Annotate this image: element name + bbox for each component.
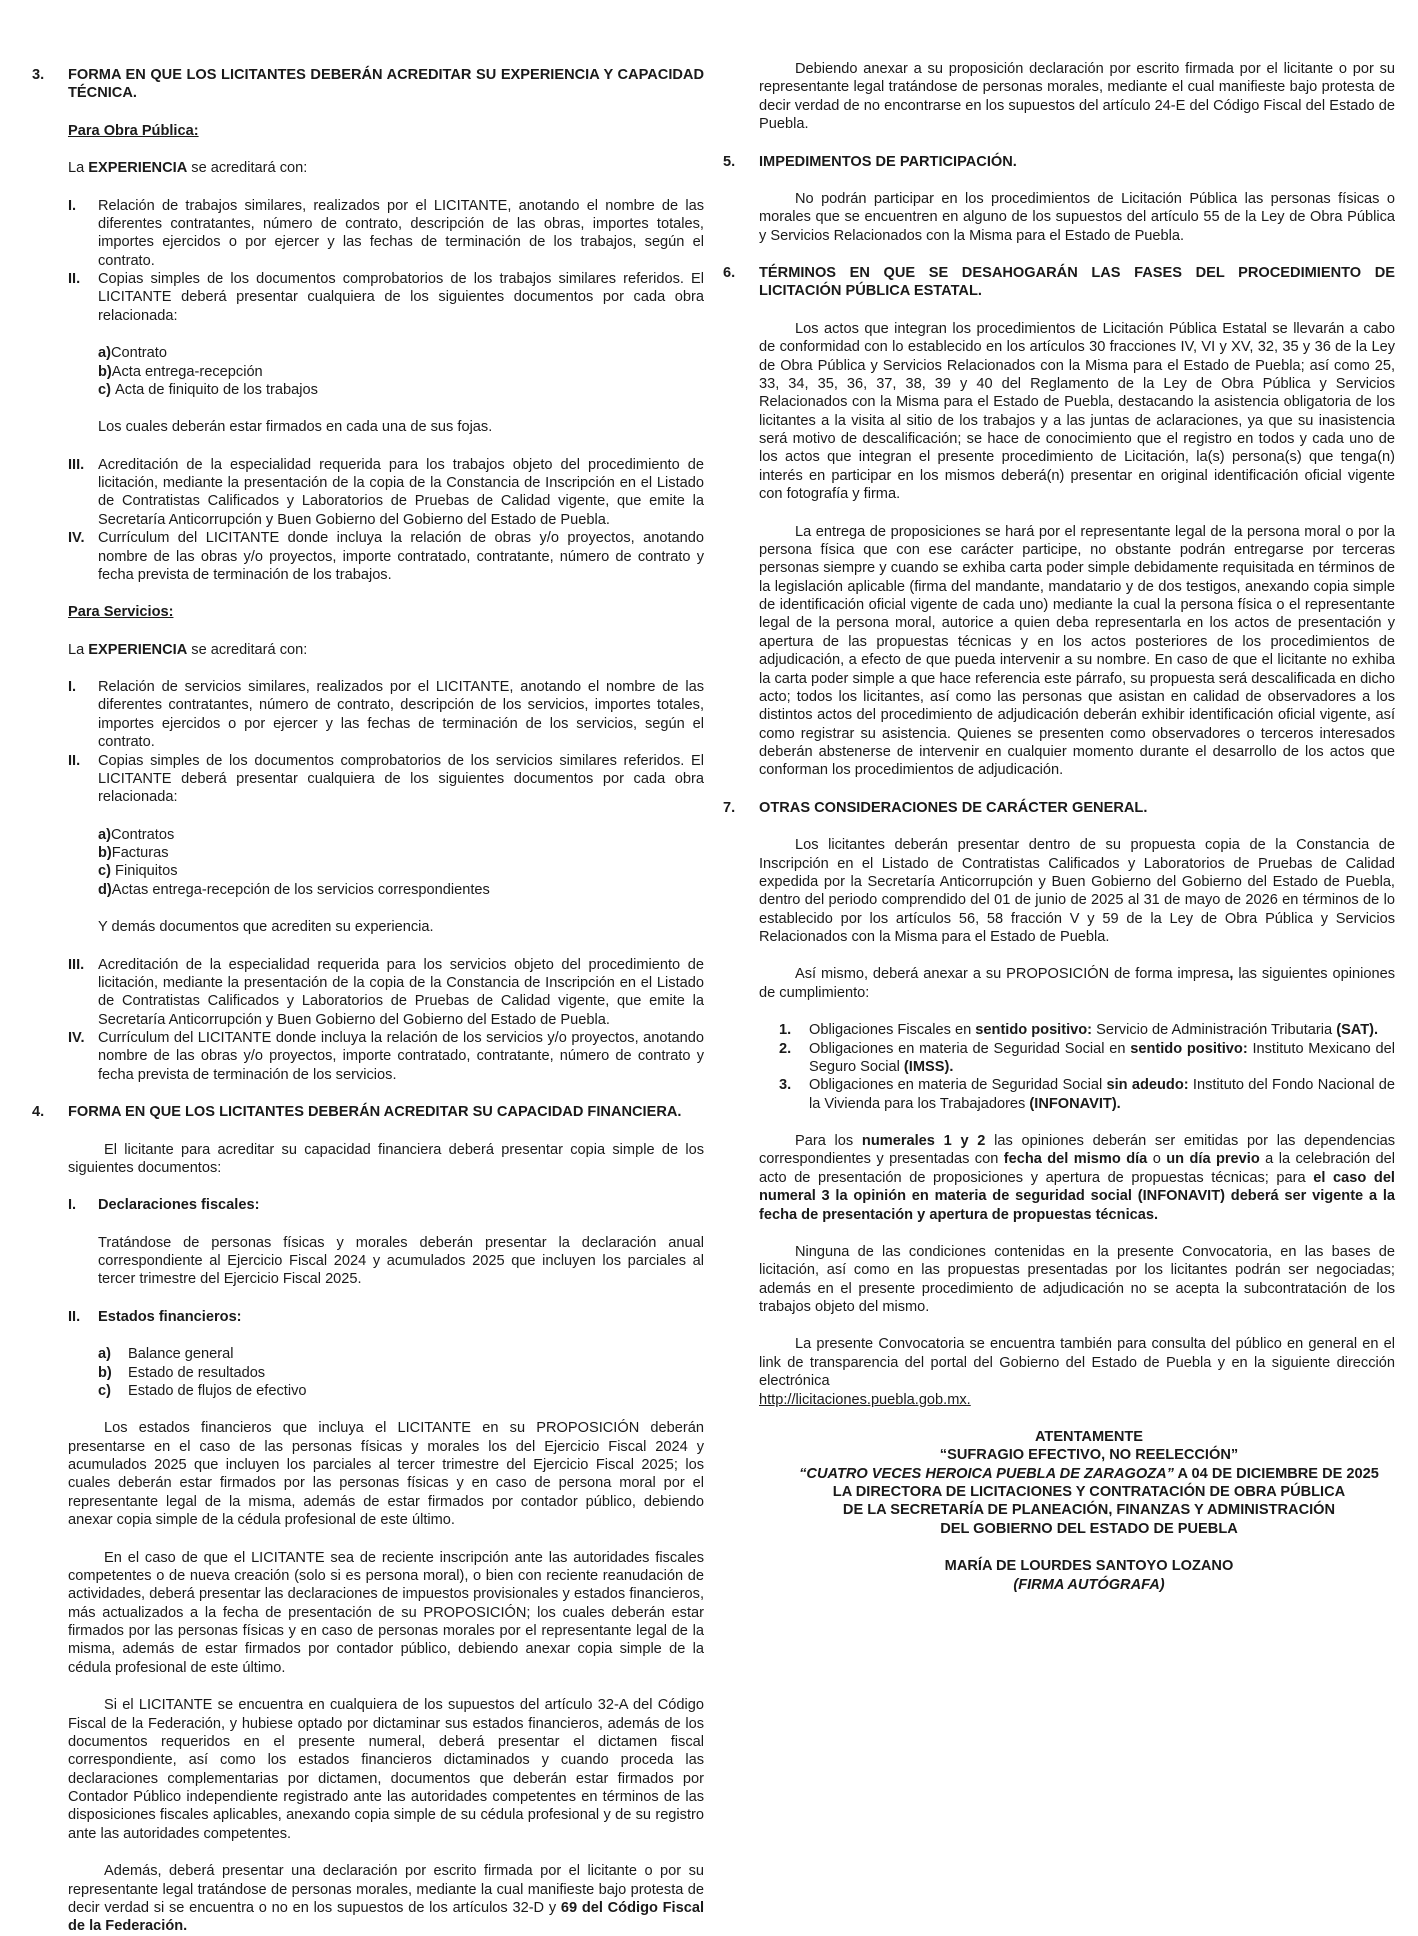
sign-atentamente: ATENTAMENTE: [1034, 1428, 1144, 1445]
s4-paragraph-2: En el caso de que el LICITANTE sea de reciente inscripción ante las autoridades fiscales competentes o de nueva creación (solo si es persona moral), o bien con reciente reanudación de actividades, deberá presentar las declaraciones de impuestos provisionales y estados financieros, más actualizados a la fecha de presentación de su PROPOSICIÓN; los cuales deberán estar firmados por las personas físicas y en caso de personas morales por el representante legal de la misma, además de estar firmados por contador público, debiendo anexar copia simple de la cédula profesional de este último.: [68, 1549, 704, 1676]
list-item: 1. Obligaciones Fiscales en sentido positivo: Servicio de Administración Tributaria (SAT).: [779, 1022, 1379, 1039]
obra-item-iii: III. Acreditación de la especialidad requerida para los trabajos objeto del procedimiento de licitación, mediante la presentación de la copia de la Constancia de Inscripción en el Listado de Contratistas Calificados y Laboratorios de Pruebas de Calidad vigente, que emite la Secretaría Anticorrupción y Buen Gobierno del Gobierno del Estado de Puebla.: [68, 456, 704, 528]
left-column: [32, 66, 704, 1936]
list-item: c) Finiquitos: [98, 863, 178, 880]
s7-paragraph-5: La presente Convocatoria se encuentra también para consulta del público en general en el link de transparencia del portal del Gobierno del Estado de Puebla y en la siguiente dirección electrónica http://licitaciones.puebla.gob.mx.: [759, 1336, 1395, 1408]
section-number: 7.: [723, 799, 736, 816]
section-title: TÉRMINOS EN QUE SE DESAHOGARÁN LAS FASES DEL PROCEDIMIENTO DE LICITACIÓN PÚBLICA ESTATAL.: [759, 265, 1395, 300]
sign-lema: “SUFRAGIO EFECTIVO, NO REELECCIÓN”: [939, 1447, 1239, 1464]
obra-publica-label: Para Obra Pública:: [68, 122, 199, 139]
obra-documents-list: [32, 344, 704, 399]
sign-name: MARÍA DE LOURDES SANTOYO LOZANO: [944, 1558, 1234, 1575]
section-6-heading: [723, 264, 1395, 301]
obra-fojas-note: Los cuales deberán estar firmados en cada una de sus fojas.: [98, 419, 493, 436]
section-title: IMPEDIMENTOS DE PARTICIPACIÓN.: [759, 153, 1017, 170]
sign-position-2: DE LA SECRETARÍA DE PLANEACIÓN, FINANZAS Y ADMINISTRACIÓN: [842, 1502, 1336, 1519]
serv-demas-note: Y demás documentos que acrediten su experiencia.: [98, 919, 434, 936]
section-4-heading: [32, 1103, 704, 1121]
sign-position-3: DEL GOBIERNO DEL ESTADO DE PUEBLA: [940, 1520, 1238, 1537]
opiniones-list: [723, 1021, 1395, 1113]
estados-financieros-list: [32, 1345, 704, 1400]
s4-paragraph-1: Los estados financieros que incluya el LICITANTE en su PROPOSICIÓN deberán presentarse en el caso de las personas físicas y morales los del Ejercicio Fiscal 2024 y acumulados 2025 que incluyen los parciales al tercer trimestre del Ejercicio Fiscal 2025; los cuales deberán estar firmados por las personas físicas y en caso de persona moral por el representante legal de la misma, además de estar firmados por contador público, debiendo anexar copia simple de la cédula profesional de este último.: [68, 1420, 704, 1529]
s7-paragraph-1: Los licitantes deberán presentar dentro de su propuesta copia de la Constancia de Inscripción en el Listado de Contratistas Calificados y Laboratorios de Pruebas de Calidad expedida por la Secretaría Anticorrupción y Buen Gobierno del Gobierno del Estado de Puebla, dentro del periodo comprendido del 01 de junio de 2025 al 31 de mayo de 2026 en términos de lo establecido por los artículos 56, 58 fracción V y 59 de la Ley de Obra Pública y Servicios Relacionados con la Misma para el Estado de Puebla.: [759, 837, 1395, 945]
s4-paragraph-3: Si el LICITANTE se encuentra en cualquiera de los supuestos del artículo 32-A del Código Fiscal de la Federación, y hubiese optado por dictaminar sus estados financieros, además de los documentos requeridos en el presente numeral, deberá presentar el dictamen fiscal correspondiente, así como los estados financieros dictaminados y cuando proceda las declaraciones complementarias por dictamen, documentos que deberán estar firmados por Contador Público independiente registrado ante las autoridades competentes en términos de las disposiciones fiscales aplicables, anexando copia simple de su cédula profesional y de su registro ante las autoridades competentes.: [68, 1697, 704, 1842]
section-number: 5.: [723, 153, 736, 170]
section-number: 4.: [32, 1104, 45, 1121]
list-item: c) Acta de finiquito de los trabajos: [98, 381, 318, 398]
serv-item-i: I. Relación de servicios similares, realizados por el LICITANTE, anotando el nombre de las diferentes contratantes, número de contrato, descripción de los servicios, importes totales, importes ejercidos o por ejercer y las fechas de terminación de los servicios, según el contrato.: [68, 679, 704, 751]
s6-paragraph-1: Los actos que integran los procedimientos de Licitación Pública Estatal se llevarán a cabo de conformidad con lo establecido en los artículos 30 fracciones IV, VI y XV, 32, 35 y 36 de la Ley de Obra Pública y Servicios Relacionados con la Misma para el Estado de Puebla; así como 25, 33, 34, 35, 36, 37, 38, 39 y 40 del Reglamento de la Ley de Obra Pública y Servicios Relacionados con la Misma para el Estado de Puebla, destacando la asistencia obligatoria de los licitantes a la visita al sitio de los trabajos y a las juntas de aclaraciones, ya que su inasistencia será motivo de descalificación; se hace de conocimiento que el registro en todos y cada uno de los actos que integran el presente procedimiento de Licitación, la(s) persona(s) que tenga(n) interés en participar en los mismos deberá(n) presentar en original identificación oficial vigente con fotografía y firma.: [759, 320, 1395, 503]
section-title: FORMA EN QUE LOS LICITANTES DEBERÁN ACREDITAR SU CAPACIDAD FINANCIERA.: [68, 1104, 682, 1121]
s7-paragraph-2: Así mismo, deberá anexar a su PROPOSICIÓN de forma impresa, las siguientes opiniones de cumplimiento:: [759, 966, 1395, 1001]
s7-paragraph-4: Ninguna de las condiciones contenidas en la presente Convocatoria, en las bases de licitación, así como en las propuestas presentadas por los licitantes podrán ser negociadas; además en el presente procedimiento de adjudicación no se acepta la subcontratación de los trabajos objeto del mismo.: [759, 1243, 1395, 1315]
section-7-heading: [723, 799, 1395, 817]
section-number: 6.: [723, 265, 736, 281]
s7-paragraph-3: Para los numerales 1 y 2 las opiniones deberán ser emitidas por las dependencias correspondientes y presentadas con fecha del mismo día o un día previo a la celebración del acto de presentación de proposiciones y apertura de propuestas técnicas; para el caso del numeral 3 la opinión en materia de seguridad social (INFONAVIT) deberá ser vigente a la fecha de presentación y apertura de propuestas técnicas.: [759, 1133, 1395, 1223]
obra-item-iv: IV. Currículum del LICITANTE donde incluya la relación de obras y/o proyectos, anotando nombre de las obras y/o proyectos, importe contratado, contratante, número de contrato y fecha prevista de terminación de los trabajos.: [68, 530, 704, 583]
experiencia-intro: La EXPERIENCIA se acreditará con:: [68, 160, 308, 177]
list-item: 2. Obligaciones en materia de Seguridad Social en sentido positivo: Instituto Mexicano del Seguro Social (IMSS).: [779, 1040, 1395, 1075]
section-3-heading: [32, 66, 704, 103]
s6-paragraph-2: La entrega de proposiciones se hará por el representante legal de la persona moral o por la persona física que con ese carácter participe, no obstante podrán entregarse por terceras personas siempre y cuando se exhiba carta poder simple debidamente requisitada en términos de la legislación aplicable (firma del mandante, mandatario y de dos testigos, anexando copia simple de identificación oficial vigente de cada uno) mediante la cual la persona física o el representante legal de la persona moral, autorice a quien deba representarla en los actos de presentación y apertura de las propuestas técnicas y en los actos posteriores de los procedimientos de adjudicación, a efecto de que pueda intervenir a su nombre. En caso de que el licitante no exhiba la carta poder simple a que hace referencia este párrafo, su propuesta será descalificada en dicho acto; todos los licitantes, así como las personas que asistan en calidad de observadores a los distintos actos del procedimiento de adjudicación deberán exhibir identificación oficial vigente, así como registrar su asistencia. Quienes se presenten como observadores o terceros interesados deberán abstenerse de intervenir en cualquier momento durante el desarrollo de los actos que conforman los procedimientos de adjudicación.: [759, 523, 1395, 779]
serv-item-iv: IV. Currículum del LICITANTE donde incluya la relación de los servicios y/o proyectos, anotando nombre de las obras y/o proyectos, importe contratado, contratante, número de contrato y fecha prevista de terminación de los servicios.: [68, 1030, 704, 1083]
section-number: 3.: [32, 67, 45, 83]
list-item: a) Contrato: [98, 345, 167, 362]
list-item: b) Estado de resultados: [98, 1364, 266, 1381]
list-item: b) Acta entrega-recepción: [98, 363, 263, 380]
obra-item-i: I. Relación de trabajos similares, realizados por el LICITANTE, anotando el nombre de las diferentes contratantes, número de contrato, descripción de las obras, importes totales, importes ejercidos o por ejercer y las fechas de terminación de los trabajos, según el contrato.: [68, 197, 704, 269]
s4-item-ii-title: II. Estados financieros:: [68, 1308, 242, 1325]
sign-place-date: “CUATRO VECES HEROICA PUEBLA DE ZARAGOZA” A 04 DE DICIEMBRE DE 2025: [799, 1465, 1379, 1482]
licitaciones-link[interactable]: http://licitaciones.puebla.gob.mx.: [759, 1391, 971, 1408]
serv-documents-list: [32, 826, 704, 900]
experiencia-intro-servicios: La EXPERIENCIA se acreditará con:: [68, 641, 308, 658]
list-item: a) Balance general: [98, 1346, 234, 1363]
s4-item-i-text: Tratándose de personas físicas y morales deberán presentar la declaración anual correspondiente al Ejercicio Fiscal 2024 y acumulados 2025 que incluyen los parciales al tercer trimestre del Ejercicio Fiscal 2025.: [98, 1234, 704, 1288]
list-item: a) Contratos: [98, 826, 175, 843]
list-item: 3. Obligaciones en materia de Seguridad Social sin adeudo: Instituto del Fondo Nacional de la Vivienda para los Trabajadores (INFONAVIT).: [779, 1077, 1396, 1112]
section-5-heading: [723, 153, 1395, 171]
servicios-label: Para Servicios:: [68, 604, 174, 621]
sign-autografa: (FIRMA AUTÓGRAFA): [1013, 1576, 1165, 1593]
s4-paragraph-5: Debiendo anexar a su proposición declaración por escrito firmada por el licitante o por su representante legal tratándose de personas morales, mediante el cual manifieste bajo protesta de decir verdad de no encontrarse en los supuestos del artículo 24-E del Código Fiscal del Estado de Puebla.: [759, 61, 1395, 133]
serv-item-iii: III. Acreditación de la especialidad requerida para los servicios objeto del procedimiento de licitación, mediante la presentación de la copia de la Constancia de Inscripción en el Listado de Contratistas Calificados y Laboratorios de Pruebas de Calidad vigente, que emite la Secretaría Anticorrupción y Buen Gobierno del Gobierno del Estado de Puebla.: [68, 956, 704, 1028]
serv-item-ii: II. Copias simples de los documentos comprobatorios de los servicios similares referidos. El LICITANTE deberá presentar cualquiera de los siguientes documentos por cada obra relacionada:: [68, 752, 704, 806]
signature-block: [723, 1428, 1395, 1594]
section-title: FORMA EN QUE LOS LICITANTES DEBERÁN ACREDITAR SU EXPERIENCIA Y CAPACIDAD TÉCNICA.: [68, 67, 704, 102]
s4-paragraph-4: Además, deberá presentar una declaración por escrito firmada por el licitante o por su representante legal tratándose de personas morales, mediante la cual manifieste bajo protesta de decir verdad si se encuentra o no en los supuestos de los artículos 32-D y 69 del Código Fiscal de la Federación.: [68, 1863, 705, 1935]
list-item: c) Estado de flujos de efectivo: [98, 1382, 307, 1399]
sign-position-1: LA DIRECTORA DE LICITACIONES Y CONTRATACIÓN DE OBRA PÚBLICA: [832, 1484, 1346, 1500]
section-title: OTRAS CONSIDERACIONES DE CARÁCTER GENERAL.: [759, 799, 1148, 816]
s4-intro: El licitante para acreditar su capacidad financiera deberá presentar copia simple de los siguientes documentos:: [68, 1141, 704, 1176]
list-item: d) Actas entrega-recepción de los servicios correspondientes: [98, 881, 490, 898]
obra-item-ii: II. Copias simples de los documentos comprobatorios de los trabajos similares referidos. El LICITANTE deberá presentar cualquiera de los siguientes documentos por cada obra relacionada:: [68, 271, 704, 324]
list-item: b) Facturas: [98, 845, 169, 861]
s4-item-i-title: I. Declaraciones fiscales:: [68, 1197, 260, 1214]
right-column: [723, 60, 1395, 1594]
s5-text: No podrán participar en los procedimientos de Licitación Pública las personas físicas o morales que se encuentren en alguno de los supuestos del artículo 55 de la Ley de Obra Pública y Servicios Relacionados con la Misma para el Estado de Puebla.: [759, 190, 1395, 244]
